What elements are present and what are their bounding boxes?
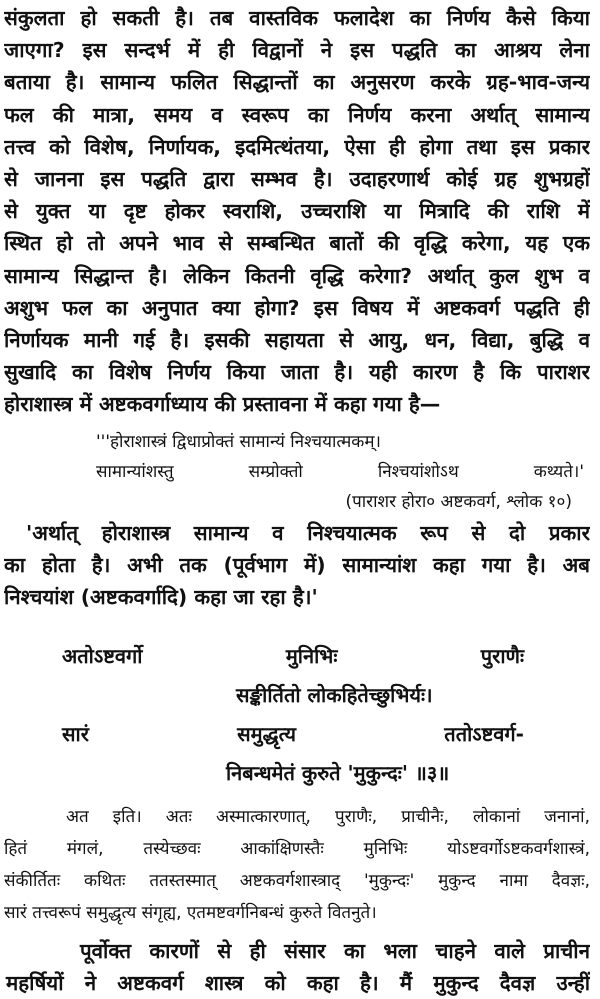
- text-line: से जानना इस पद्धति द्वारा सम्भव है। उदाहरणार्थ कोई ग्रह शुभग्रहों: [4, 167, 590, 192]
- commentary-line: हितं मंगलं, तस्येच्छवः आकांक्षिणस्तैः मुनिभिः योऽष्टवर्गोऽष्टकवर्गशास्त्रं,: [4, 839, 590, 860]
- text-line: का होता है। अभी तक (पूर्वभाग में) सामान्यांश कहा गया है। अब: [4, 552, 590, 577]
- quote-line-2: सामान्यांशस्तु सम्प्रोक्तो निश्चयांशोऽथ कथ्यते।': [96, 461, 584, 482]
- text-line: संकुलता हो सकती है। तब वास्तविक फलादेश का निर्णय कैसे किया: [4, 6, 590, 30]
- text-line: 'अर्थात् होराशास्त्र सामान्य व निश्चयात्मक रूप से दो प्रकार: [26, 520, 590, 545]
- verse-line-4: निबन्धमेतं कुरुते 'मुकुन्दः' ॥३॥: [226, 761, 450, 786]
- verse-line-3: सारं समुद्धृत्य ततोऽष्टवर्ग-: [62, 722, 524, 747]
- commentary-line: सारं तत्त्वरूपं समुद्धृत्य संगृह्य, एतमष्टवर्गनिबन्धं कुरुते वितनुते।: [4, 903, 377, 924]
- verse-line-1: अतोऽष्टवर्गो मुनिभिः पुराणैः: [62, 644, 524, 669]
- text-line: तत्त्व को विशेष, निर्णायक, इदमित्थंतया, ऐसा ही होगा तथा इस प्रकार: [4, 134, 590, 159]
- commentary-line: अत इति। अतः अस्मात्कारणात्, पुराणैः, प्राचीनैः, लोकानां जनानां,: [66, 807, 590, 828]
- text-line: महर्षियों ने अष्टकवर्ग शास्त्र को कहा है। मैं मुकुन्द दैवज्ञ उन्हीं: [6, 971, 590, 996]
- text-line: स्थित हो तो अपने भाव से सम्बन्धित बातों की वृद्धि करेगा, यह एक: [4, 231, 590, 256]
- quote-line-1: '''होराशास्त्रं द्विधाप्रोक्तं सामान्यं निश्चयात्मकम्।: [96, 431, 381, 452]
- text-line: सामान्य सिद्धान्त है। लेकिन कितनी वृद्धि करेगा? अर्थात् कुल शुभ व: [4, 263, 590, 288]
- text-line: होराशास्त्र में अष्टकवर्गाध्याय की प्रस्तावना में कहा गया है—: [4, 392, 441, 417]
- text-line: बताया है। सामान्य फलित सिद्धान्तों का अनुसरण करके ग्रह-भाव-जन्य: [4, 70, 590, 95]
- text-line: फल की मात्रा, समय व स्वरूप का निर्णय करना अर्थात् सामान्य: [4, 102, 590, 127]
- text-line: से युक्त या दृष्ट होकर स्वराशि, उच्चराशि या मित्रादि की राशि में: [4, 199, 590, 224]
- commentary-line: संकीर्तितः कथितः ततस्तस्मात् अष्टकवर्गशास्त्राद् 'मुकुन्दः' मुकुन्द नामा दैवज्ञः,: [4, 871, 590, 892]
- body-paragraph-3: [4, 935, 590, 999]
- sanskrit-verse: [4, 637, 590, 793]
- text-line: सुखादि का विशेष निर्णय किया जाता है। यही कारण है कि पाराशर: [4, 360, 590, 385]
- body-paragraph-1: [4, 2, 590, 421]
- sanskrit-quote: [4, 427, 590, 517]
- text-line: जाएगा? इस सन्दर्भ में ही विद्वानों ने इस पद्धति का आश्रय लेना: [4, 38, 590, 63]
- quote-citation: (पाराशर होरा० अष्टकवर्ग, श्लोक १०): [345, 491, 572, 512]
- sanskrit-commentary: [4, 801, 590, 929]
- body-paragraph-2: [4, 517, 590, 614]
- text-line: निश्चयांश (अष्टकवर्गादि) कहा जा रहा है।': [4, 585, 318, 610]
- text-line: अशुभ फल का अनुपात क्या होगा? इस विषय में अष्टकवर्ग पद्धति ही: [4, 295, 590, 320]
- text-line: पूर्वोक्त कारणों से ही संसार का भला चाहने वाले प्राचीन: [80, 939, 590, 964]
- verse-line-2: सङ्कीर्तितो लोकहितेच्छुभिर्यः।: [236, 683, 433, 708]
- text-line: निर्णायक मानी गई है। इसकी सहायता से आयु, धन, विद्या, बुद्धि व: [4, 328, 590, 353]
